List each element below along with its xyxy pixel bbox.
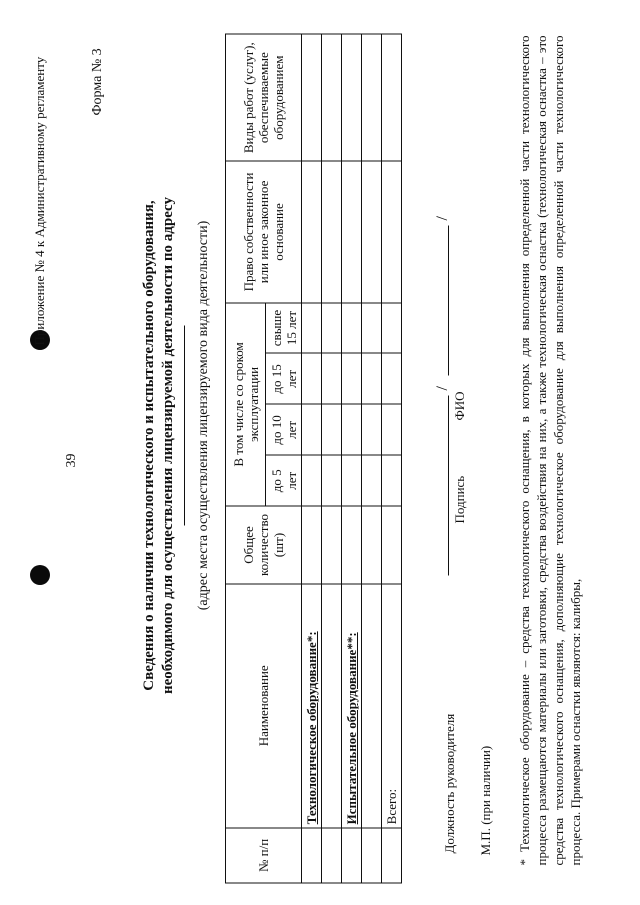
fio-line (448, 225, 449, 375)
slash-separator: / (434, 215, 451, 220)
address-caption: (адрес места осуществления лицензируемого вида деятельности) (196, 220, 211, 610)
stamp-note: М.П. (при наличии) (478, 745, 493, 855)
row-test-label: Испытательное оборудование**: (342, 583, 362, 827)
signature-line (448, 395, 449, 575)
header-works: Виды работ (услуг), обеспечиваемые оборудованием (226, 34, 302, 161)
table-row (362, 34, 382, 883)
header-sub-10: до 10 лет (266, 404, 302, 455)
row-tech-label: Технологическое оборудование*: (302, 583, 322, 827)
title-line-2: необходимого для осуществления лицензируемой деятельности по адресу (160, 196, 176, 694)
header-name: Наименование (226, 583, 302, 827)
address-line (184, 325, 185, 525)
equipment-table (225, 33, 402, 883)
manager-position: Должность руководителя (442, 713, 457, 853)
header-service-group: В том числе со сроком эксплуатации (226, 302, 266, 506)
signature-block (412, 15, 472, 875)
header-sub-15plus: свыше 15 лет (266, 302, 302, 353)
fio-label: ФИО (452, 390, 467, 420)
header-ownership: Право собственности или иное законное основание (226, 161, 302, 302)
page-number: 39 (64, 453, 79, 467)
table-row (302, 34, 322, 883)
slash-separator: / (434, 385, 451, 390)
footnote: * Технологическое оборудование – средства технологического оснащения, в которых для выполнения определенной части технологического процесса размещаются материалы или заготовки, средства воздействия на них, а также технологическая оснастка (технологическая оснастка – это средства технологического оснащения, дополняющие технологическое оборудование для выполнения определенной части технологического процесса. Примерами оснастки являются: калибры, (517, 35, 583, 865)
document-title (140, 135, 178, 755)
row-total-label: Всего: (382, 583, 402, 827)
form-number: Форма № 3 (90, 47, 105, 115)
header-total: Общее количество (шт) (226, 506, 302, 583)
signature-label: Подпись (452, 475, 467, 523)
table-row (382, 34, 402, 883)
header-sub-5: до 5 лет (266, 455, 302, 506)
header-sub-15: до 15 лет (266, 353, 302, 404)
title-line-1: Сведения о наличии технологического и испытательного оборудования, (141, 199, 157, 691)
table-row (322, 34, 342, 883)
header-num: № п/п (226, 827, 302, 882)
appendix-reference: Приложение № 4 к Административному регламенту (32, 56, 47, 345)
table-row (342, 34, 362, 883)
